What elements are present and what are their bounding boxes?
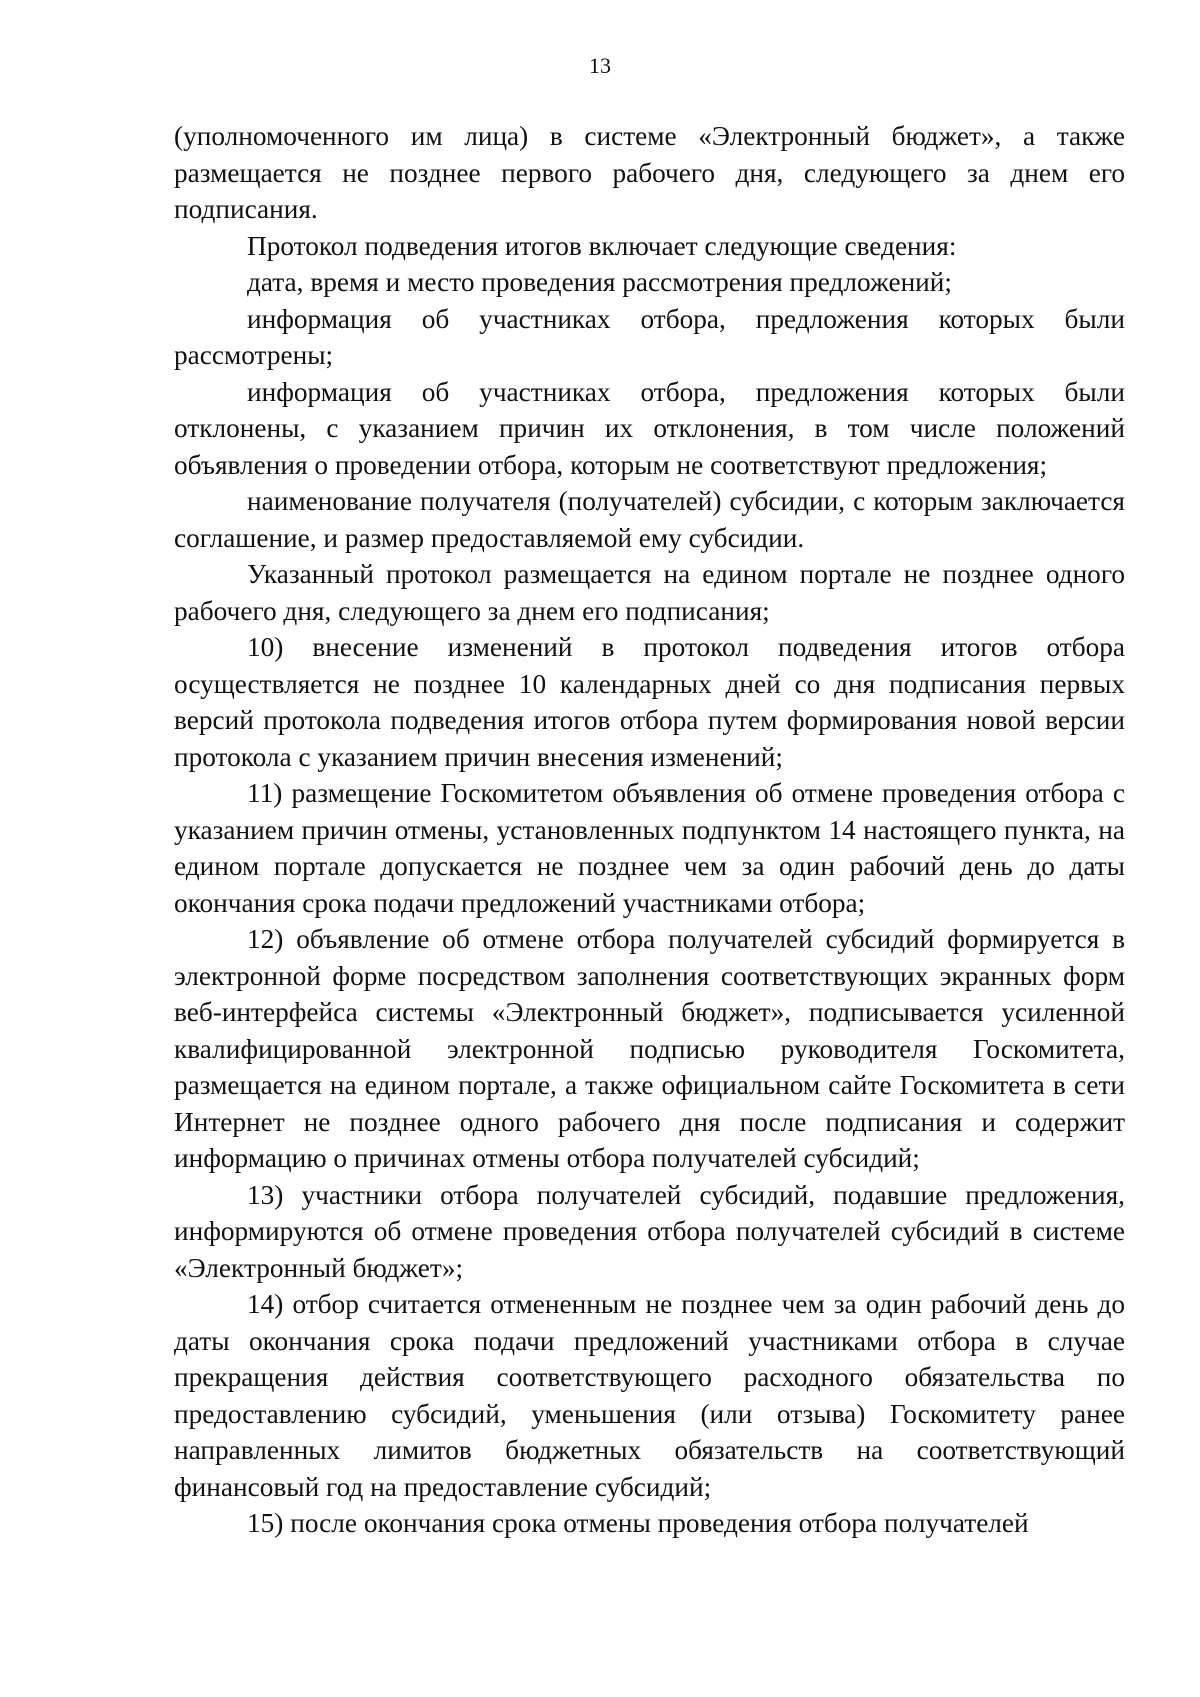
- paragraph: 13) участники отбора получателей субсидий, подавшие предложения, информируются об отмене проведения отбора получателей субсидий в системе «Электронный бюджет»;: [174, 1179, 1125, 1283]
- paragraph: 11) размещение Госкомитетом объявления об отмене проведения отбора с указанием причин отмены, установленных подпунктом 14 настоящего пункта, на едином портале допускается не позднее чем за один рабочий день до даты окончания срока подачи предложений участниками отбора;: [174, 778, 1125, 918]
- paragraph: Протокол подведения итогов включает следующие сведения:: [247, 230, 957, 261]
- paragraph: (уполномоченного им лица) в системе «Электронный бюджет», а также размещается не позднее первого рабочего дня, следующего за днем его подписания.: [174, 121, 1125, 224]
- paragraph: информация об участниках отбора, предложения которых были рассмотрены;: [174, 303, 1125, 370]
- paragraph: наименование получателя (получателей) субсидии, с которым заключается соглашение, и размер предоставляемой ему субсидии.: [174, 486, 1125, 553]
- page-number: 13: [589, 53, 611, 78]
- paragraph: информация об участниках отбора, предложения которых были отклонены, с указанием причин их отклонения, в том числе положений объявления о проведении отбора, которым не соответствуют предложения;: [174, 376, 1125, 480]
- paragraph: 15) после окончания срока отмены проведения отбора получателей: [247, 1508, 1029, 1538]
- paragraph: 10) внесение изменений в протокол подведения итогов отбора осуществляется не позднее 10 календарных дней со дня подписания первых версий протокола подведения итогов отбора путем формирования новой версии протокола с указанием причин внесения изменений;: [174, 632, 1125, 772]
- paragraph: дата, время и место проведения рассмотрения предложений;: [247, 267, 952, 297]
- document-body: [174, 118, 1125, 1542]
- paragraph: Указанный протокол размещается на едином портале не позднее одного рабочего дня, следующего за днем его подписания;: [174, 559, 1125, 626]
- paragraph: 14) отбор считается отмененным не позднее чем за один рабочий день до даты окончания срока подачи предложений участниками отбора в случае прекращения действия соответствующего расходного обязательства по предоставлению субсидий, уменьшения (или отзыва) Госкомитету ранее направленных лимитов бюджетных обязательств на соответствующий финансовый год на предоставление субсидий;: [174, 1289, 1125, 1502]
- paragraph: 12) объявление об отмене отбора получателей субсидий формируется в электронной форме посредством заполнения соответствующих экранных форм веб-интерфейса системы «Электронный бюджет», подписывается усиленной квалифицированной электронной подписью руководителя Госкомитета, размещается на едином портале, а также официальном сайте Госкомитета в сети Интернет не позднее одного рабочего дня после подписания и содержит информацию о причинах отмены отбора получателей субсидий;: [174, 924, 1125, 1173]
